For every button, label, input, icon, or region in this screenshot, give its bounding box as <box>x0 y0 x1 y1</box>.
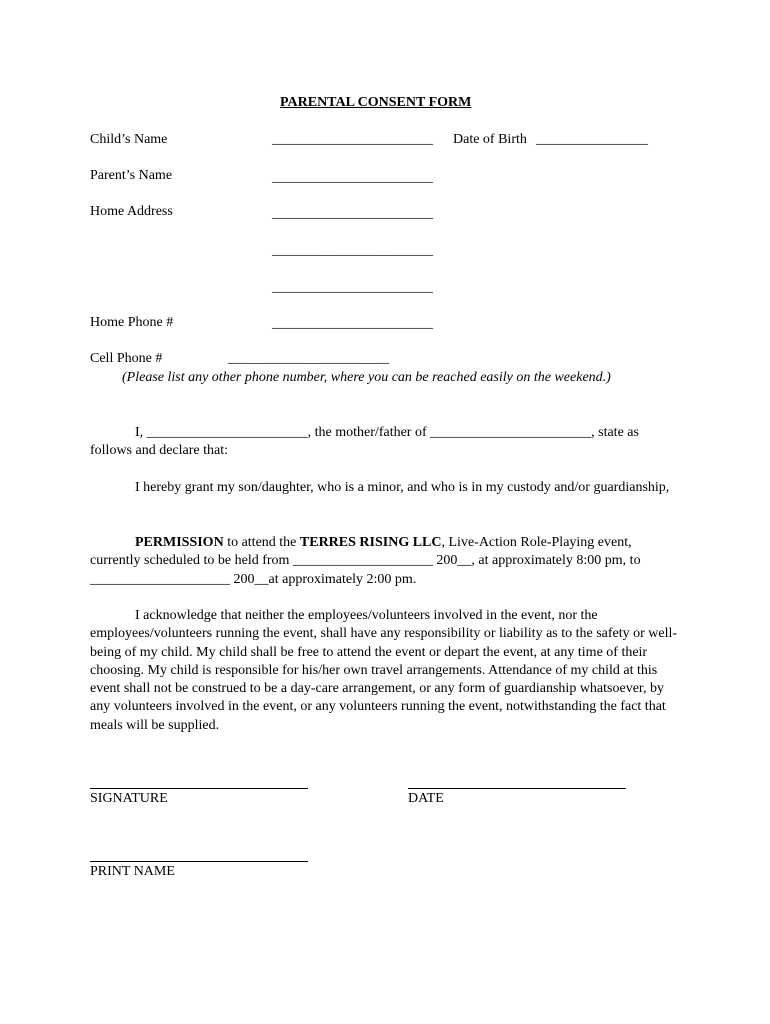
company-name: TERRES RISING LLC <box>299 535 442 550</box>
declaration-end: , state as follows and declare that: <box>90 425 639 459</box>
dob-label: Date of Birth <box>453 132 527 147</box>
child-name-field[interactable]: _______________________ <box>272 132 433 147</box>
form-title: PARENTAL CONSENT FORM <box>280 95 472 110</box>
phone-note: (Please list any other phone number, where you can be reached easily on the weekend.) <box>122 370 611 385</box>
home-address-field-2[interactable]: _______________________ <box>272 243 433 258</box>
date-line[interactable] <box>408 788 626 789</box>
declaration-mid: , the mother/father of <box>307 425 431 440</box>
declarant-name-field[interactable]: _______________________ <box>146 425 308 440</box>
home-phone-label: Home Phone # <box>90 315 174 330</box>
child-name-field-2[interactable]: _______________________ <box>430 425 592 440</box>
signature-label: SIGNATURE <box>90 791 168 806</box>
permission-text-2: , Live-Action Role-Playing event, currently scheduled to be held from ____________________ 200__, at approximately 8:00 pm, to ____________________ 200__at approximately 2:00 pm. <box>90 535 641 587</box>
parent-name-field[interactable]: _______________________ <box>272 170 433 185</box>
cell-phone-label: Cell Phone # <box>90 351 163 366</box>
home-address-field-1[interactable]: _______________________ <box>272 206 433 221</box>
permission-text-1: to attend the <box>223 535 300 550</box>
date-label: DATE <box>408 791 444 806</box>
home-address-field-3[interactable]: _______________________ <box>272 280 433 295</box>
print-name-label: PRINT NAME <box>90 864 175 879</box>
dob-field[interactable]: ________________ <box>536 132 648 147</box>
signature-line[interactable] <box>90 788 308 789</box>
permission-paragraph <box>90 534 680 589</box>
declaration-start: I, <box>135 425 147 440</box>
declaration-paragraph <box>90 424 680 461</box>
home-phone-field[interactable]: _______________________ <box>272 316 433 331</box>
grant-paragraph: I hereby grant my son/daughter, who is a minor, and who is in my custody and/or guardianship, <box>135 480 670 495</box>
child-name-label: Child’s Name <box>90 132 168 147</box>
home-address-label: Home Address <box>90 204 173 219</box>
acknowledgement-paragraph: I acknowledge that neither the employees/volunteers involved in the event, nor the employees/volunteers running the event, shall have any responsibility or liability as to the safety or well-being of my child. My child shall be free to attend the event or depart the event, at any time of their choosing. My child is responsible for his/her own travel arrangements. Attendance of my child at this event shall not be construed to be a day-care arrangement, or any form of guardianship whatsoever, by any volunteers involved in the event, or any volunteers running the event, notwithstanding the fact that meals will be supplied. <box>90 608 678 733</box>
cell-phone-field[interactable]: _______________________ <box>228 351 389 366</box>
permission-word: PERMISSION <box>135 535 224 550</box>
print-name-line[interactable] <box>90 861 308 862</box>
parent-name-label: Parent’s Name <box>90 168 173 183</box>
